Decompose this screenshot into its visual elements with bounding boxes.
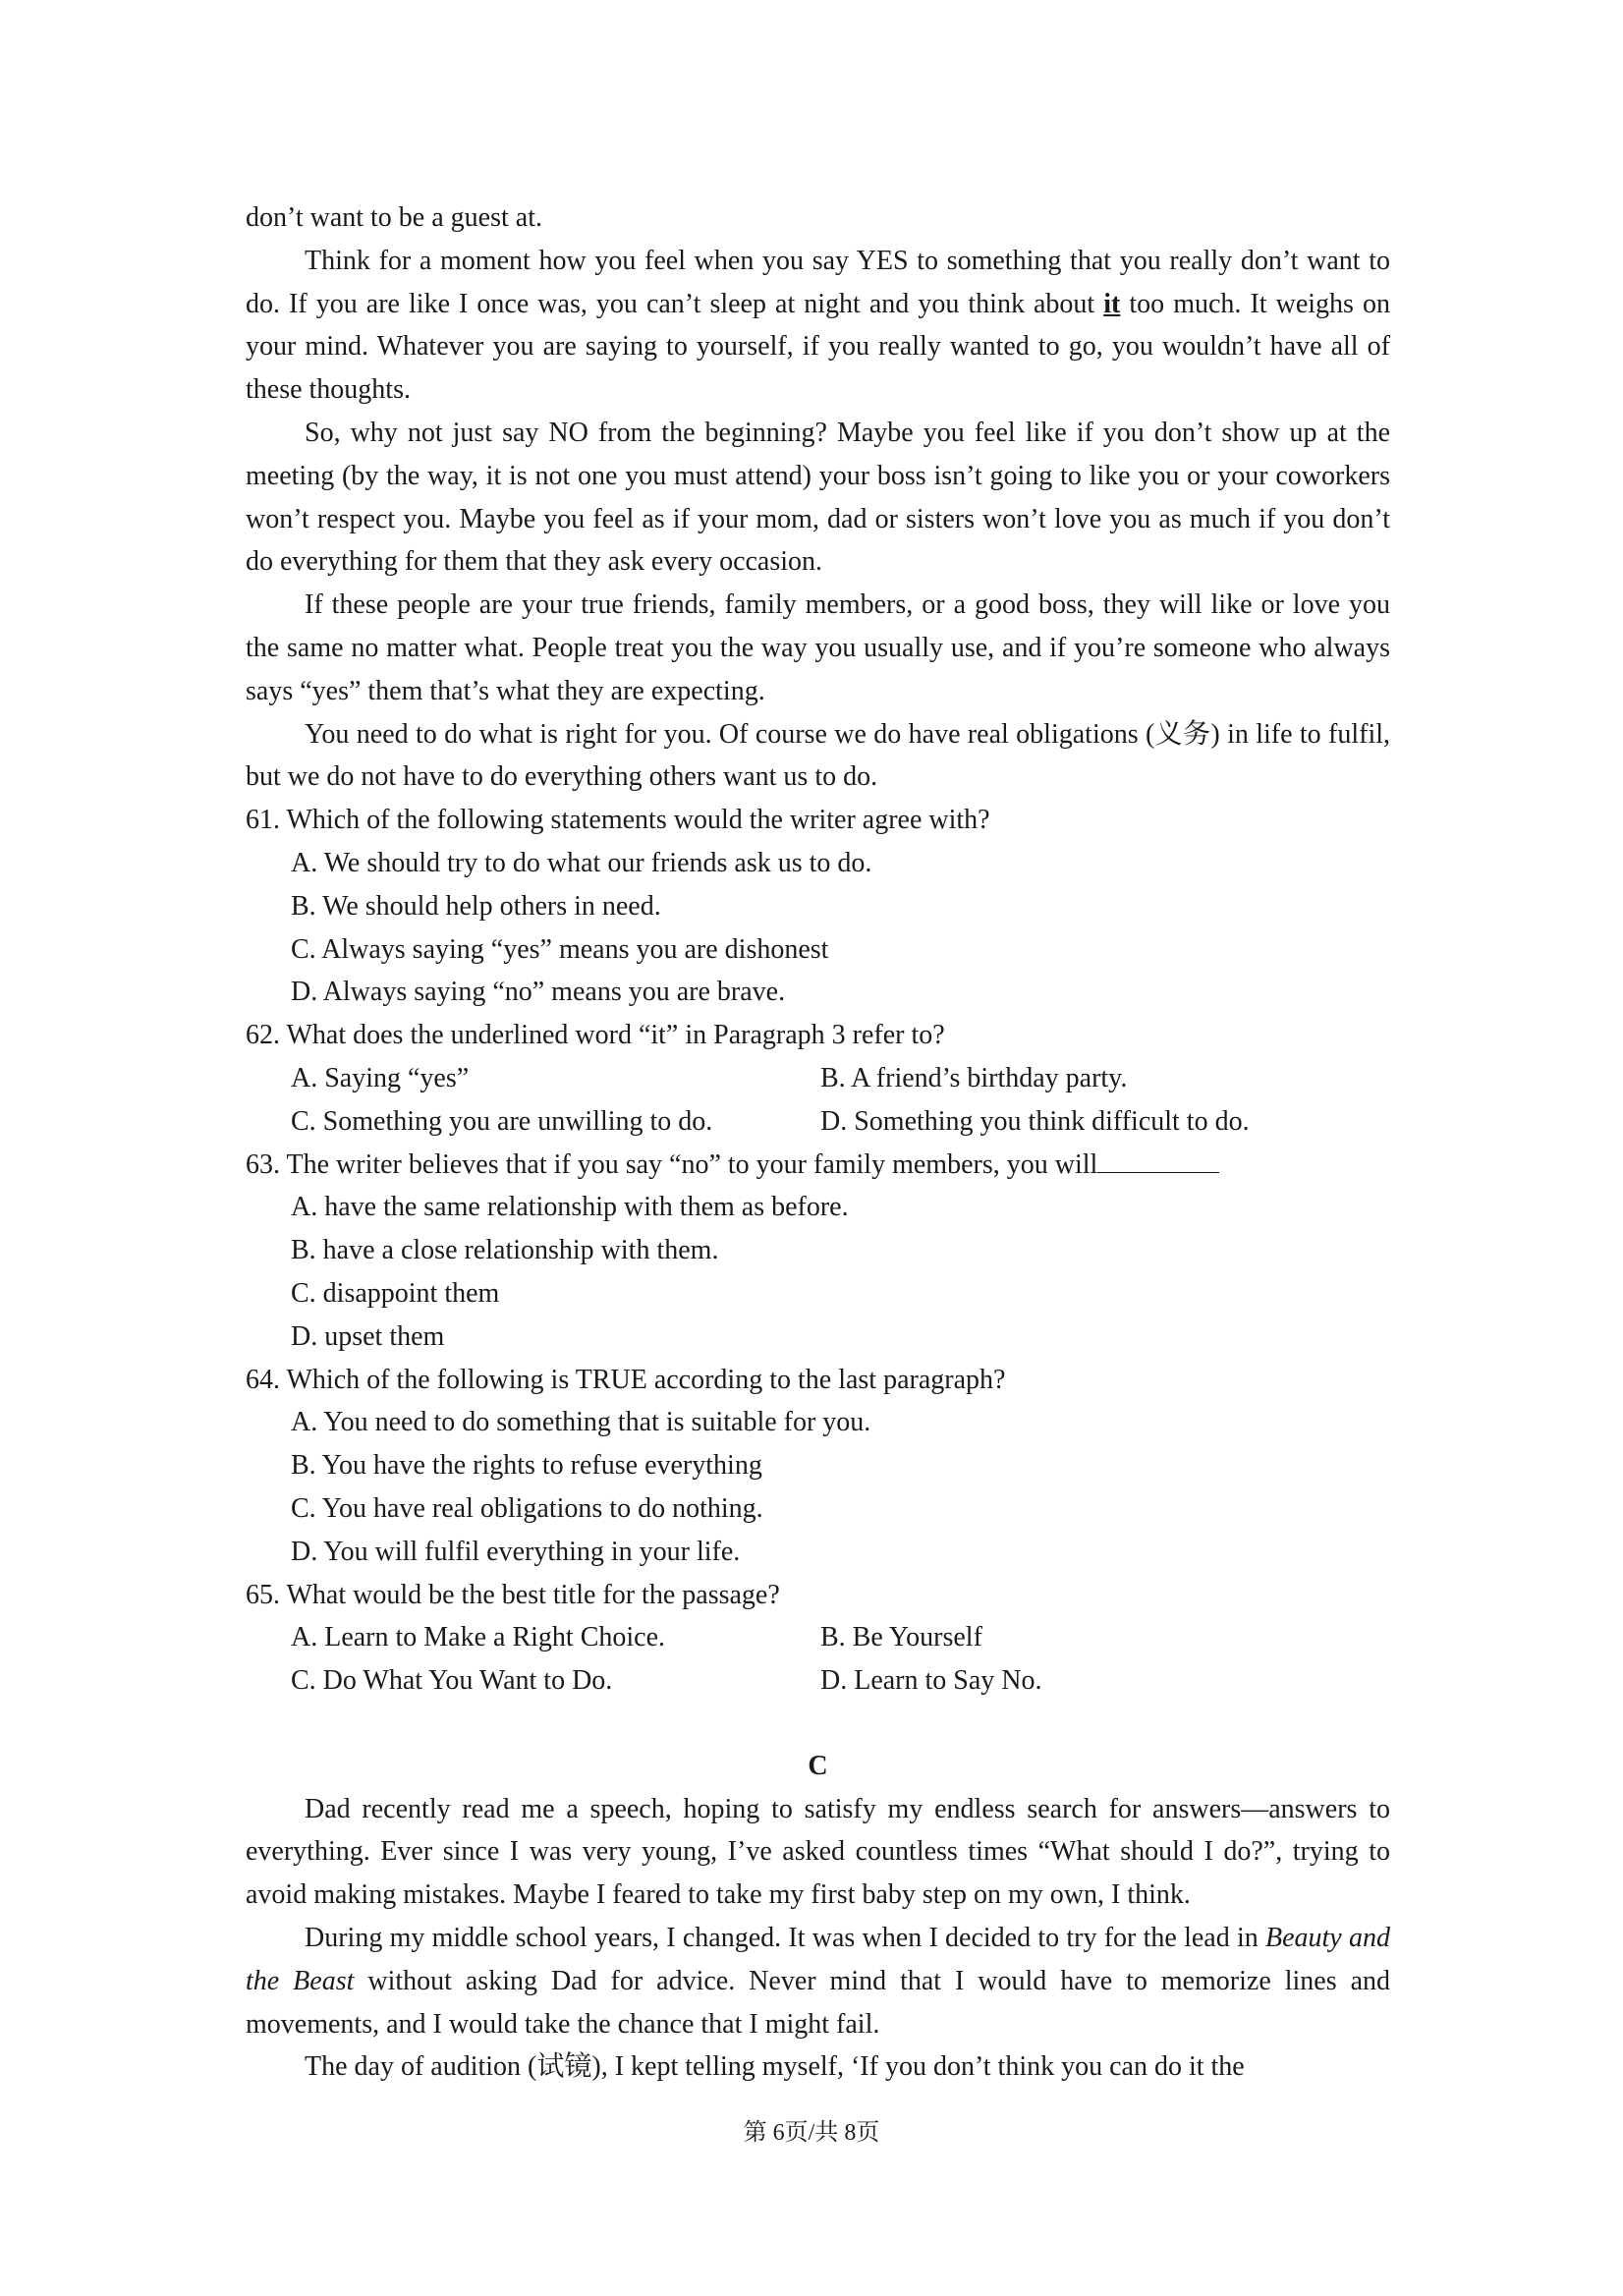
question-65-option-a: A. Learn to Make a Right Choice. — [291, 1622, 666, 1653]
passage-b-paragraph-1: Think for a moment how you feel when you say YES to something that you really don’t want to do. If you are like I once was, you can’t sleep at night and you think about it too much. It weighs on your mind. Whatever you are saying to yourself, if you really wanted to go, you wouldn’t have all of these thoughts. — [246, 245, 1390, 406]
passage-b-paragraph-0: don’t want to be a guest at. — [246, 202, 542, 233]
question-63-option-b: B. have a close relationship with them. — [291, 1235, 719, 1266]
passage-c-paragraph-1: Dad recently read me a speech, hoping to satisfy my endless search for answers—answers to everything. Ever since I was very young, I’ve asked countless times “What should I do?”, trying to avoid making mistakes. Maybe I feared to take my first baby step on my own, I think. — [246, 1793, 1390, 1911]
question-65-option-c: C. Do What You Want to Do. — [291, 1665, 613, 1697]
question-62-option-b: B. A friend’s birthday party. — [820, 1062, 1128, 1093]
question-64-option-d: D. You will fulfil everything in your life. — [291, 1536, 741, 1567]
page-number-footer: 第 6页/共 8页 — [743, 2120, 880, 2146]
question-65-option-b: B. Be Yourself — [820, 1622, 982, 1653]
question-62-option-a: A. Saying “yes” — [291, 1062, 470, 1093]
passage-b-paragraph-4: You need to do what is right for you. Of course we do have real obligations (义务) in life to fulfil, but we do not have to do everything others want us to do. — [246, 718, 1390, 793]
answer-blank — [1097, 1147, 1219, 1173]
passage-b-paragraph-2: So, why not just say NO from the beginning? Maybe you feel like if you don’t show up at the meeting (by the way, it is not one you must attend) your boss isn’t going to like you or your coworkers won’t respect you. Maybe you feel as if your mom, dad or sisters won’t love you as much if you don’t do everything for them that they ask every occasion. — [246, 417, 1390, 578]
passage-c-paragraph-3: The day of audition (试镜), I kept telling myself, ‘If you don’t think you can do it the — [305, 2051, 1245, 2083]
passage-c-paragraph-2: During my middle school years, I changed. It was when I decided to try for the lead in Beauty and the Beast without asking Dad for advice. Never mind that I would have to memorize lines and movements, and I would take the chance that I might fail. — [246, 1923, 1391, 2040]
play-title: Beauty and the Beast — [246, 1923, 1390, 1996]
question-63-stem: 63. The writer believes that if you say “no” to your family members, you will — [246, 1144, 1390, 1187]
question-63-option-d: D. upset them — [291, 1320, 445, 1352]
question-61-option-c: C. Always saying “yes” means you are dishonest — [291, 933, 829, 965]
question-62-options-row-2 — [246, 1100, 1390, 1144]
question-63-option-c: C. disappoint them — [291, 1277, 500, 1309]
question-62-option-c: C. Something you are unwilling to do. — [291, 1105, 713, 1137]
question-61-stem: 61. Which of the following statements would the writer agree with? — [246, 805, 990, 836]
question-64-option-a: A. You need to do something that is suitable for you. — [291, 1407, 871, 1438]
exam-page — [246, 196, 1390, 2089]
question-65-options-row-2 — [246, 1659, 1390, 1703]
question-62-stem: 62. What does the underlined word “it” in Paragraph 3 refer to? — [246, 1020, 945, 1051]
question-61-option-d: D. Always saying “no” means you are brave. — [291, 977, 786, 1008]
question-63-option-a: A. have the same relationship with them as before. — [291, 1192, 849, 1223]
question-61-option-b: B. We should help others in need. — [291, 890, 661, 922]
question-62-option-d: D. Something you think difficult to do. — [820, 1105, 1250, 1137]
question-65-stem: 65. What would be the best title for the passage? — [246, 1579, 780, 1610]
passage-b-paragraph-3: If these people are your true friends, family members, or a good boss, they will like or love you the same no matter what. People treat you the way you usually use, and if you’re someone who always says “yes” them that’s what they are expecting. — [246, 589, 1390, 706]
underlined-word-it: it — [1103, 288, 1121, 319]
question-64-option-c: C. You have real obligations to do nothing. — [291, 1492, 763, 1524]
question-61-option-a: A. We should try to do what our friends ask us to do. — [291, 847, 872, 878]
section-heading-c: C — [808, 1750, 828, 1781]
question-65-options-row-1 — [246, 1616, 1390, 1659]
question-62-options-row-1 — [246, 1057, 1390, 1100]
question-64-stem: 64. Which of the following is TRUE according to the last paragraph? — [246, 1364, 1006, 1395]
question-64-option-b: B. You have the rights to refuse everything — [291, 1450, 762, 1482]
question-65-option-d: D. Learn to Say No. — [820, 1665, 1042, 1697]
